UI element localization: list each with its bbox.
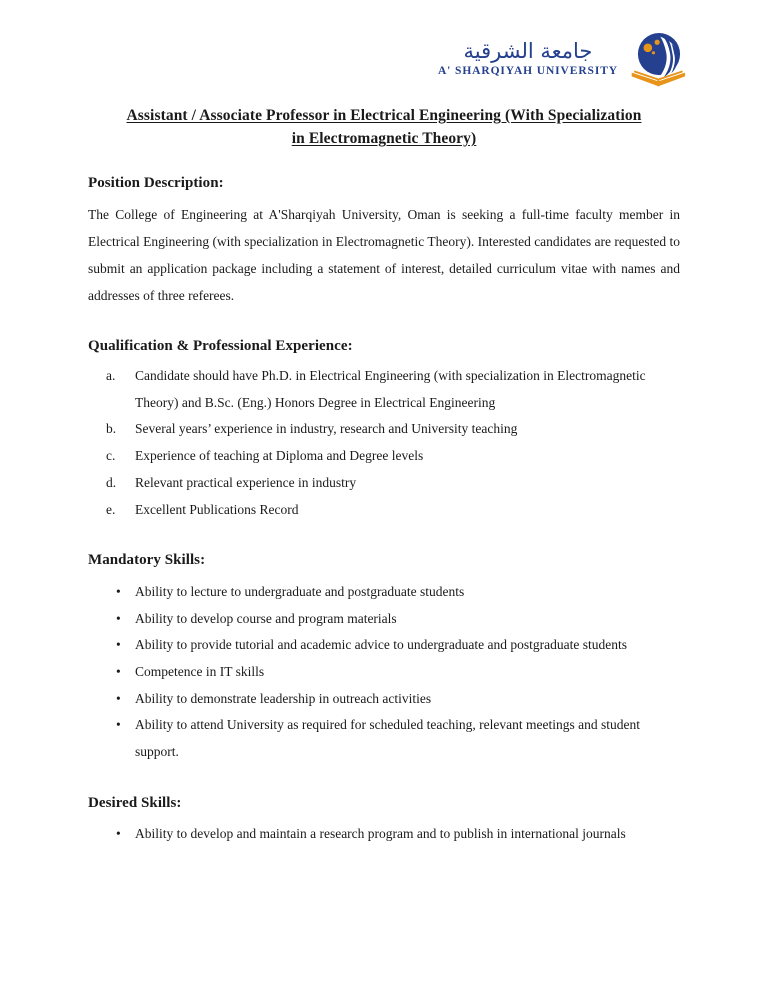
logo-wordmark	[437, 38, 618, 78]
list-item-text: Ability to provide tutorial and academic advice to undergraduate and postgraduate students	[135, 637, 627, 653]
list-item	[88, 712, 680, 765]
university-swirl-book-logo-icon	[628, 28, 690, 90]
list-item-text: Relevant practical experience in industry	[135, 474, 357, 490]
list-item	[88, 470, 680, 497]
list-item	[88, 606, 680, 633]
list-item-text: Excellent Publications Record	[135, 501, 299, 517]
list-item-text: Ability to demonstrate leadership in outreach activities	[135, 690, 432, 706]
bullet-icon: •	[116, 690, 121, 706]
section-desired-skills	[88, 792, 680, 848]
document-body	[88, 172, 680, 848]
list-item-text: Ability to develop and maintain a research program and to publish in international journals	[135, 826, 626, 842]
list-item-text: Several years’ experience in industry, research and University teaching	[135, 421, 518, 437]
list-item	[88, 659, 680, 686]
logo-latin-name: A' SHARQIYAH UNIVERSITY	[437, 64, 618, 77]
list-item	[88, 416, 680, 443]
mandatory-skills-heading: Mandatory Skills:	[88, 552, 206, 569]
list-marker: a.	[106, 368, 116, 383]
list-marker: b.	[106, 421, 117, 437]
bullet-icon: •	[116, 637, 121, 653]
bullet-icon: •	[116, 583, 121, 599]
list-marker: c.	[106, 448, 116, 464]
section-mandatory-skills	[88, 549, 680, 766]
list-marker: e.	[106, 501, 116, 517]
bullet-icon: •	[116, 610, 121, 626]
list-item-text: Ability to attend University as required for scheduled teaching, relevant meetings and student support.	[135, 717, 640, 760]
bullet-icon: •	[116, 826, 121, 842]
list-item-text: Candidate should have Ph.D. in Electrical Engineering (with specialization in Electromagnetic Theory) and B.Sc. (Eng.) Honors Degree in Electrical Engineering	[135, 368, 646, 410]
bullet-icon: •	[116, 717, 121, 733]
list-item	[88, 821, 680, 848]
mandatory-skills-list	[88, 579, 680, 766]
list-item-text: Ability to develop course and program materials	[135, 610, 397, 626]
desired-skills-heading: Desired Skills:	[88, 794, 182, 811]
spacer	[88, 523, 680, 549]
qualification-heading: Qualification & Professional Experience:	[88, 337, 353, 354]
list-item	[88, 632, 680, 659]
list-item-text: Experience of teaching at Diploma and Degree levels	[135, 448, 424, 464]
qualification-list	[88, 363, 680, 523]
logo-arabic-name: جامعة الشرقية	[463, 38, 593, 63]
list-item	[88, 363, 680, 416]
page-title-line-2: in Electromagnetic Theory)	[291, 130, 477, 148]
section-qualification	[88, 335, 680, 524]
spacer	[88, 766, 680, 792]
desired-skills-list	[88, 821, 680, 848]
position-description-heading: Position Description:	[88, 175, 224, 191]
list-item	[88, 579, 680, 606]
spacer	[88, 309, 680, 335]
section-position-description	[88, 172, 680, 309]
list-item	[88, 686, 680, 713]
list-item	[88, 443, 680, 470]
list-item-text: Ability to lecture to undergraduate and postgraduate students	[135, 583, 465, 599]
position-description-paragraph: The College of Engineering at A'Sharqiyah University, Oman is seeking a full-time faculty member in Electrical Engineering (with specialization in Electromagnetic Theory). Interested candidates are requested to submit an application package including a statement of interest, detailed curriculum vitae with names and addresses of three referees.	[88, 206, 680, 303]
list-item-text: Competence in IT skills	[135, 663, 265, 679]
list-marker: d.	[106, 474, 117, 490]
bullet-icon: •	[116, 663, 121, 679]
page-title-line-1: Assistant / Associate Professor in Electrical Engineering (With Specialization	[126, 107, 642, 124]
university-logo	[438, 28, 690, 90]
page-title	[88, 104, 680, 151]
list-item	[88, 497, 680, 524]
